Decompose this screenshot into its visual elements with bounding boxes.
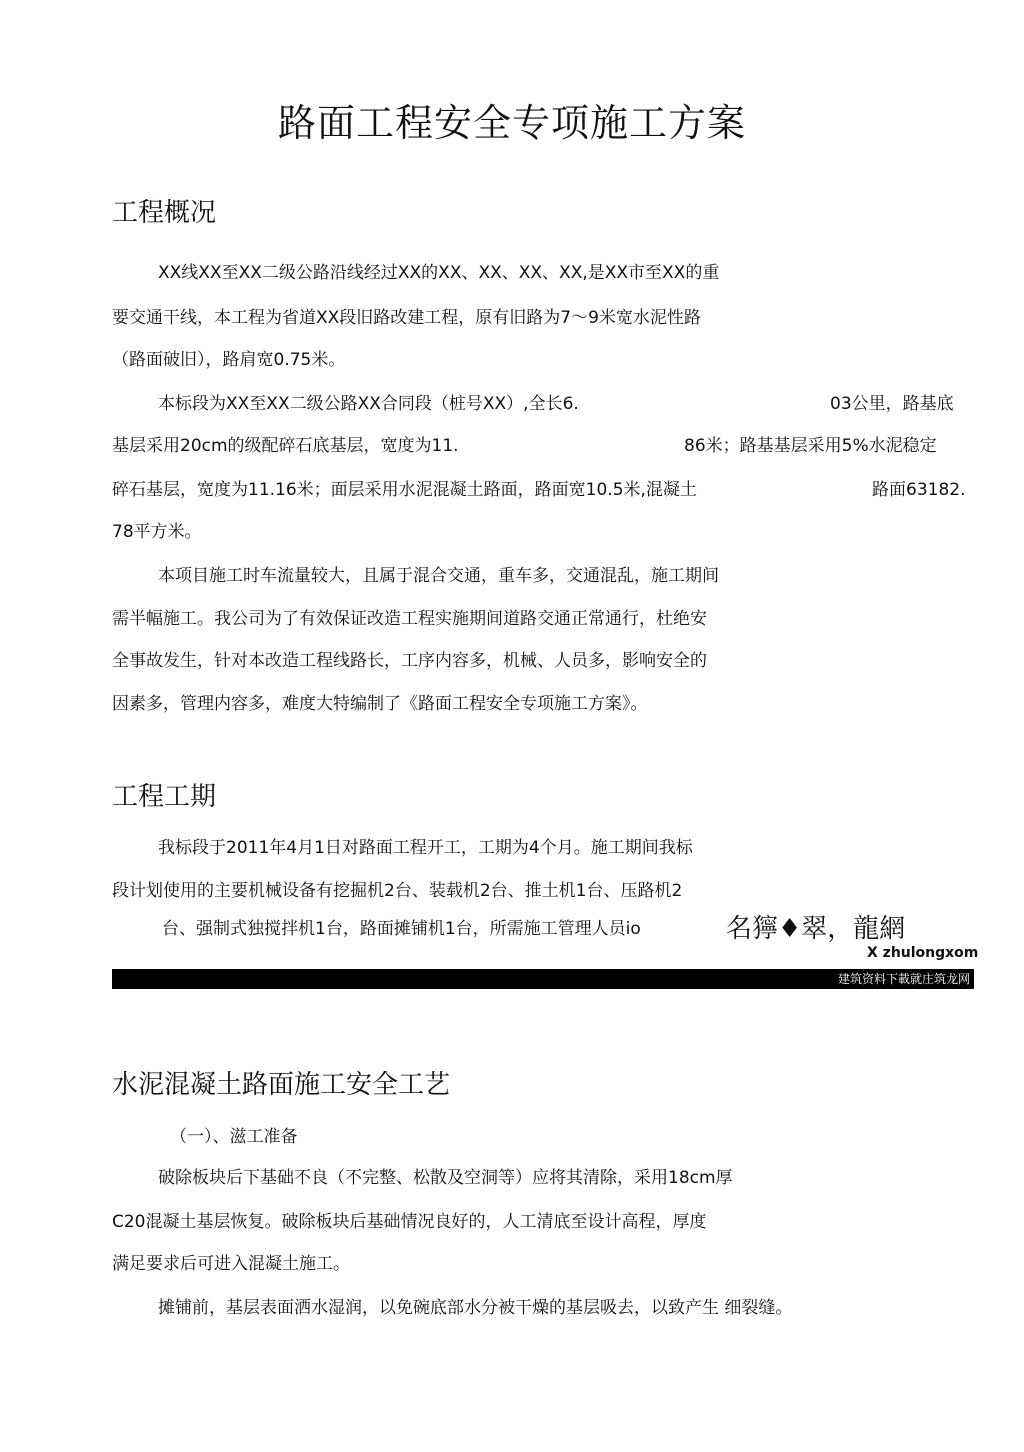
safety-subheading: （一）、滋工准备 xyxy=(170,1127,298,1147)
safety-para1-line3: 满足要求后可进入混凝土施工。 xyxy=(112,1254,350,1274)
schedule-line1: 我标段于2011年4月1日对路面工程开工，工期为4个月。施工期间我标 xyxy=(158,838,693,858)
overview-para2-line3b: 路面63182. xyxy=(872,480,966,500)
overview-para3-line4: 因素多，管理内容多，难度大特编制了《路面工程安全专项施工方案》。 xyxy=(112,694,648,714)
overview-para1-line2: 要交通干线，本工程为省道XX段旧路改建工程，原有旧路为7～9米宽水泥性路 xyxy=(112,308,701,328)
overview-para3-line1: 本项目施工时车流量较大，且属于混合交通，重车多，交通混乱，施工期间 xyxy=(158,566,719,586)
overview-para3-line3: 全事故发生，针对本改造工程线路长，工序内容多，机械、人员多，影响安全的 xyxy=(112,651,707,671)
watermark-site-text: X zhulongxom xyxy=(867,945,979,961)
overview-para2-line1b: 03公里，路基底 xyxy=(830,394,954,414)
safety-para1-line2: C20混凝土基层恢复。破除板块后基础情况良好的，人工清底至设计高程，厚度 xyxy=(112,1212,707,1232)
section-heading-safety-process: 水泥混凝土路面施工安全工艺 xyxy=(112,1070,451,1100)
schedule-line3: 台、强制式独搅拌机1台，路面摊铺机1台，所需施工管理人员io xyxy=(162,919,641,939)
section-heading-schedule: 工程工期 xyxy=(112,782,217,812)
overview-para2-line4: 78平方米。 xyxy=(112,522,202,542)
watermark-bar xyxy=(112,969,974,989)
schedule-line2: 段计划使用的主要机械设备有挖掘机2台、装载机2台、推土机1台、压路机2 xyxy=(112,881,683,901)
overview-para2-line3a: 碎石基层，宽度为11.16米；面层采用水泥混凝土路面，路面宽10.5米,混凝土 xyxy=(112,480,697,500)
overview-para2-line2a: 基层采用20cm的级配碎石底基层，宽度为11. xyxy=(112,436,459,456)
section-heading-overview: 工程概况 xyxy=(112,198,217,228)
watermark-bar-text: 建筑资料下載就庄筑龙网 xyxy=(837,972,970,986)
safety-para1-line1: 破除板块后下基础不良（不完整、松散及空洞等）应将其清除，采用18cm厚 xyxy=(158,1168,733,1188)
overview-para1-line3: （路面破旧），路肩宽0.75米。 xyxy=(112,350,346,370)
overview-para3-line2: 需半幅施工。我公司为了有效保证改造工程实施期间道路交通正常通行，杜绝安 xyxy=(112,609,707,629)
document-title: 路面工程安全专项施工方案 xyxy=(277,101,746,145)
watermark-logo-text: 名獰♦翠，龍網 xyxy=(726,914,906,944)
overview-para2-line2b: 86米；路基基层采用5%水泥稳定 xyxy=(684,436,937,456)
overview-para1-line1: XX线XX至XX二级公路沿线经过XX的XX、XX、XX、XX,是XX市至XX的重 xyxy=(158,263,720,283)
overview-para2-line1a: 本标段为XX至XX二级公路XX合同段（桩号XX）,全长6. xyxy=(158,394,579,414)
safety-para2: 摊铺前，基层表面洒水湿润，以免碗底部水分被干燥的基层吸去，以致产生 细裂缝。 xyxy=(158,1298,793,1318)
